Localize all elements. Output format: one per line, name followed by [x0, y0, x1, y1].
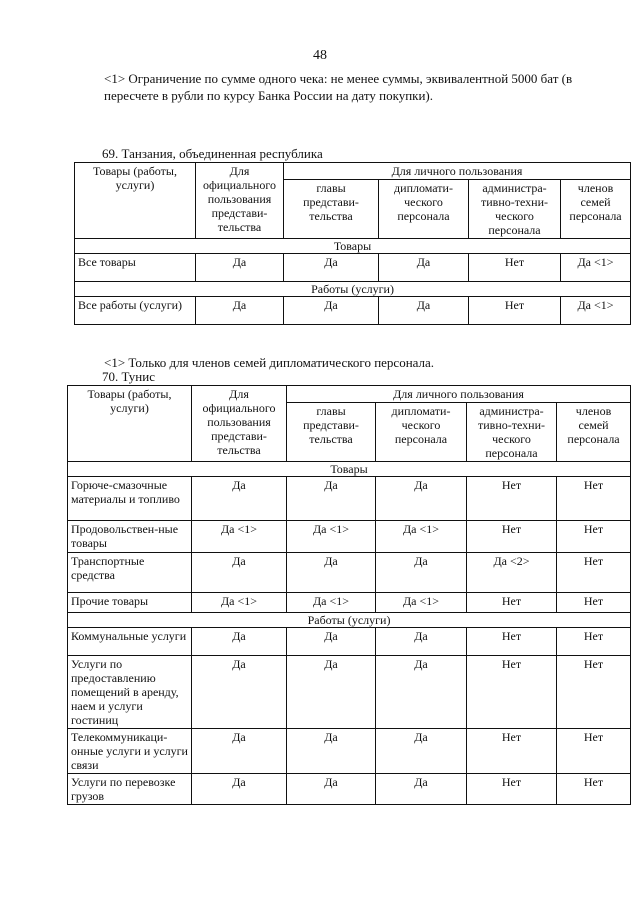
row-value: Нет — [557, 521, 631, 553]
header-diplomatic: дипломати-ческого персонала — [379, 180, 469, 239]
table-row — [68, 553, 631, 593]
table-row — [75, 254, 631, 282]
row-value: Да — [192, 477, 287, 521]
row-value: Нет — [557, 477, 631, 521]
row-value: Да — [287, 774, 376, 805]
row-value: Нет — [557, 553, 631, 593]
row-value: Нет — [467, 521, 557, 553]
page-number: 48 — [313, 48, 327, 63]
header-admin: администра-тивно-техни-ческого персонала — [469, 180, 561, 239]
header-family: членов семей персонала — [557, 403, 631, 462]
row-label: Транспортные средства — [68, 553, 192, 593]
row-label: Услуги по предоставлению помещений в аренду, наем и услуги гостиниц — [68, 656, 192, 729]
header-goods: Товары (работы, услуги) — [75, 163, 196, 239]
table-row — [68, 477, 631, 521]
row-value: Нет — [467, 774, 557, 805]
section-services: Работы (услуги) — [75, 282, 631, 297]
row-value: Да <1> — [561, 297, 631, 325]
row-value: Да — [376, 553, 467, 593]
row-value: Да — [192, 656, 287, 729]
tunisia-title: 70. Тунис — [102, 369, 155, 384]
row-value: Да — [376, 628, 467, 656]
row-value: Нет — [557, 774, 631, 805]
header-personal: Для личного пользования — [284, 163, 631, 180]
row-value: Нет — [467, 628, 557, 656]
row-label: Горюче-смазочные материалы и топливо — [68, 477, 192, 521]
row-value: Нет — [557, 593, 631, 613]
tanzania-footnote: <1> Только для членов семей дипломатического персонала. — [104, 355, 435, 370]
row-value: Да — [284, 297, 379, 325]
row-label: Телекоммуникаци-онные услуги и услуги связи — [68, 729, 192, 774]
row-value: Нет — [467, 729, 557, 774]
table-row — [68, 521, 631, 553]
row-value: Да <1> — [287, 593, 376, 613]
row-label: Все работы (услуги) — [75, 297, 196, 325]
header-diplomatic: дипломати-ческого персонала — [376, 403, 467, 462]
section-goods: Товары — [68, 462, 631, 477]
header-admin: администра-тивно-техни-ческого персонала — [467, 403, 557, 462]
row-value: Да — [287, 553, 376, 593]
tanzania-table — [74, 162, 631, 325]
row-value: Да — [196, 254, 284, 282]
row-value: Нет — [557, 729, 631, 774]
header-family: членов семей персонала — [561, 180, 631, 239]
row-value: Да — [196, 297, 284, 325]
row-value: Нет — [467, 477, 557, 521]
table-row — [68, 774, 631, 805]
row-value: Да — [376, 656, 467, 729]
row-value: Да <1> — [376, 593, 467, 613]
row-value: Да — [287, 729, 376, 774]
row-value: Да <1> — [192, 521, 287, 553]
table-row — [68, 628, 631, 656]
header-heads: главы представи-тельства — [287, 403, 376, 462]
header-official: Для официального пользования представи-тельства — [192, 386, 287, 462]
note-1: <1> Ограничение по сумме одного чека: не менее суммы, эквивалентной 5000 бат (в пересчете в рубли по курсу Банка России на дату покупки). — [104, 71, 573, 103]
section-goods: Товары — [75, 239, 631, 254]
tunisia-table — [67, 385, 631, 805]
row-value: Да — [376, 774, 467, 805]
row-value: Да — [284, 254, 379, 282]
row-value: Да <2> — [467, 553, 557, 593]
table-row — [75, 297, 631, 325]
header-official: Для официального пользования представи-тельства — [196, 163, 284, 239]
row-value: Да — [192, 729, 287, 774]
section-services: Работы (услуги) — [68, 613, 631, 628]
row-label: Коммунальные услуги — [68, 628, 192, 656]
header-goods: Товары (работы, услуги) — [68, 386, 192, 462]
row-value: Да — [192, 774, 287, 805]
row-value: Да — [376, 477, 467, 521]
row-value: Нет — [467, 593, 557, 613]
row-label: Услуги по перевозке грузов — [68, 774, 192, 805]
row-value: Нет — [557, 656, 631, 729]
row-value: Да — [192, 628, 287, 656]
row-value: Да <1> — [192, 593, 287, 613]
row-value: Да <1> — [561, 254, 631, 282]
row-label: Прочие товары — [68, 593, 192, 613]
table-row — [68, 593, 631, 613]
row-value: Да — [192, 553, 287, 593]
row-value: Нет — [557, 628, 631, 656]
row-value: Нет — [469, 297, 561, 325]
header-heads: главы представи-тельства — [284, 180, 379, 239]
row-value: Да — [379, 297, 469, 325]
row-value: Да <1> — [287, 521, 376, 553]
row-label: Продовольствен-ные товары — [68, 521, 192, 553]
table-row — [68, 656, 631, 729]
row-value: Да — [287, 628, 376, 656]
row-value: Да — [287, 477, 376, 521]
tanzania-title: 69. Танзания, объединенная республика — [102, 146, 323, 161]
row-value: Нет — [467, 656, 557, 729]
row-value: Нет — [469, 254, 561, 282]
row-value: Да — [379, 254, 469, 282]
table-row — [68, 729, 631, 774]
header-personal: Для личного пользования — [287, 386, 631, 403]
row-value: Да <1> — [376, 521, 467, 553]
row-label: Все товары — [75, 254, 196, 282]
row-value: Да — [287, 656, 376, 729]
row-value: Да — [376, 729, 467, 774]
